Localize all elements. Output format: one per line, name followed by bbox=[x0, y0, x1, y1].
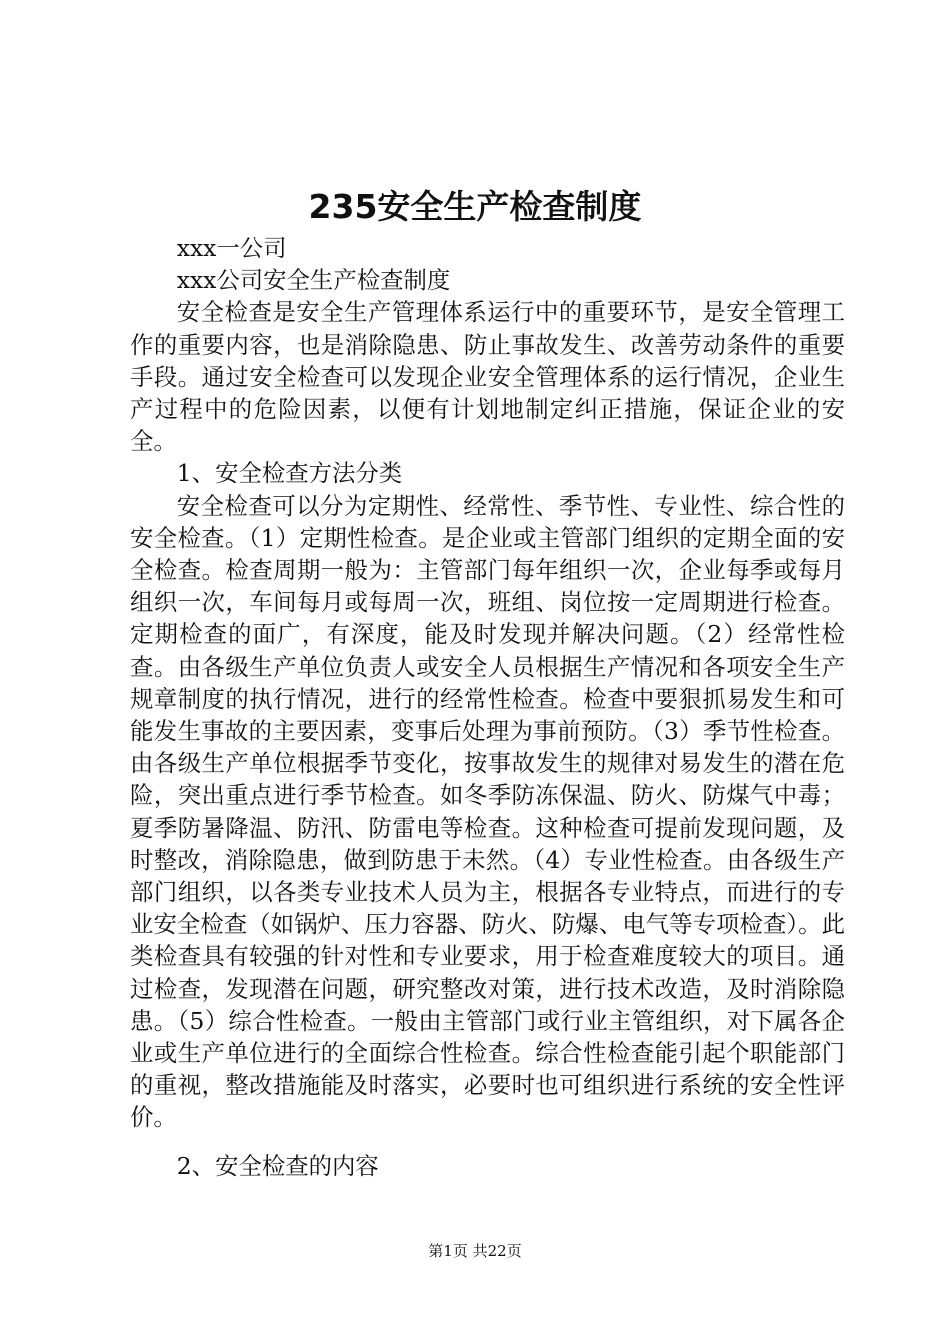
document-name-line: xxx公司安全生产检查制度 bbox=[176, 266, 451, 295]
intro-paragraph: 安全检查是安全生产管理体系运行中的重要环节，是安全管理工作的重要内容，也是消除隐患、防止事故发生、改善劳动条件的重要手段。通过安全检查可以发现企业安全管理体系的运行情况，企业生产过程中的危险因素，以便有计划地制定纠正措施，保证企业的安全。 bbox=[130, 298, 845, 456]
company-line: xxx一公司 bbox=[176, 234, 287, 262]
methods-paragraph: 安全检查可以分为定期性、经常性、季节性、专业性、综合性的安全检查。（1）定期性检查。是企业或主管部门组织的定期全面的安全检查。检查周期一般为：主管部门每年组织一次，企业每季或每月组织一次，车间每月或每周一次，班组、岗位按一定周期进行检查。定期检查的面广，有深度，能及时发现并解决问题。（2）经常性检查。由各级生产单位负责人或安全人员根据生产情况和各项安全生产规章制度的执行情况，进行的经常性检查。检查中要狠抓易发生和可能发生事故的主要因素，变事后处理为事前预防。（3）季节性检查。由各级生产单位根据季节变化，按事故发生的规律对易发生的潜在危险，突出重点进行季节检查。如冬季防冻保温、防火、防煤气中毒；夏季防暑降温、防汛、防雷电等检查。这种检查可提前发现问题，及时整改，消除隐患，做到防患于未然。（4）专业性检查。由各级生产部门组织，以各类专业技术人员为主，根据各专业特点，而进行的专业安全检查（如锅炉、压力容器、防火、防爆、电气等专项检查）。此类检查具有较强的针对性和专业要求，用于检查难度较大的项目。通过检查，发现潜在问题，研究整改对策，进行技术改造，及时消除隐患。（5）综合性检查。一般由主管部门或行业主管组织，对下属各企业或生产单位进行的全面综合性检查。综合性检查能引起个职能部门的重视，整改措施能及时落实，必要时也可组织进行系统的安全性评价。 bbox=[130, 491, 845, 1132]
document-body bbox=[130, 232, 845, 1182]
document-title: 235安全生产检查制度 bbox=[308, 187, 642, 226]
section-heading-1: 1、安全检查方法分类 bbox=[176, 459, 403, 488]
page-footer: 第1页 共22页 bbox=[428, 1242, 522, 1260]
section-heading-2: 2、安全检查的内容 bbox=[176, 1151, 379, 1180]
